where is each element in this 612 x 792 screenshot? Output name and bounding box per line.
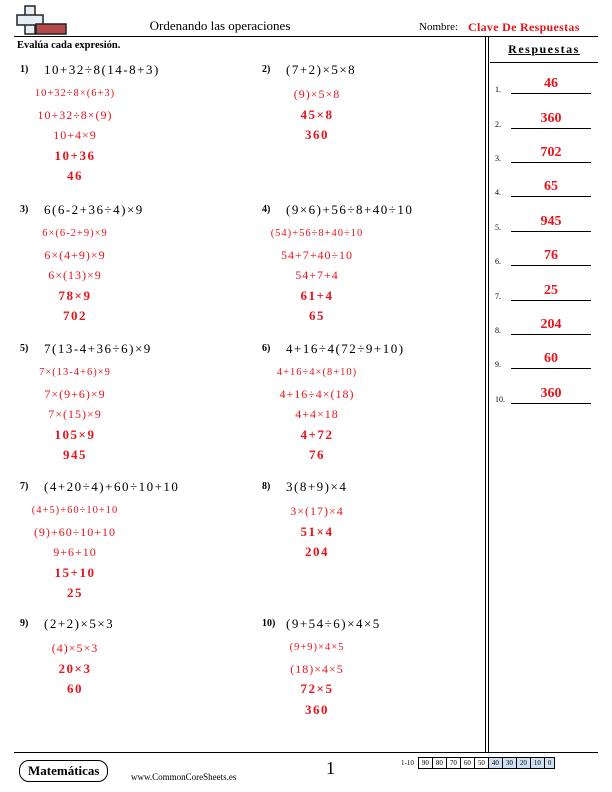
answer-number: 10. xyxy=(495,395,505,404)
instructions: Evalúa cada expresión. xyxy=(17,40,121,51)
solution-step: 3×(17)×4 xyxy=(290,504,344,518)
solution-result: 76 xyxy=(309,447,325,462)
solution-result: 46 xyxy=(67,168,83,183)
solution-step: 10+4×9 xyxy=(53,128,97,142)
solution-step: 51×4 xyxy=(300,523,334,539)
solution-step: (9)+60÷10+10 xyxy=(33,524,117,539)
solution-result: 945 xyxy=(63,447,87,462)
problem-expression: (2+2)×5×3 xyxy=(44,616,115,631)
solution-result: 60 xyxy=(67,681,83,696)
solution-step: 15+10 xyxy=(54,564,96,580)
name-label: Nombre: xyxy=(419,21,459,33)
solution-step: 9+6+10 xyxy=(53,545,97,559)
answer-value: 360 xyxy=(540,386,562,401)
solution-step: 78×9 xyxy=(58,287,92,303)
answer-value: 25 xyxy=(544,283,558,298)
problem-number: 6) xyxy=(262,343,271,354)
score-cell: 40 xyxy=(488,758,502,769)
solution-steps xyxy=(262,224,372,327)
score-cell: 50 xyxy=(474,758,488,769)
answer-value: 204 xyxy=(540,317,562,332)
solution-step: 54+7+40÷10 xyxy=(280,247,354,262)
score-cell: 60 xyxy=(460,758,474,769)
answer-row xyxy=(495,145,595,163)
solution-steps xyxy=(262,501,372,563)
solution-step: 6×(6-2+9)×9 xyxy=(42,228,108,239)
solution-steps xyxy=(20,363,130,466)
solution-step: 4+4×18 xyxy=(295,407,339,421)
answer-line xyxy=(511,265,591,266)
answer-row xyxy=(495,386,595,404)
answer-number: 6. xyxy=(495,257,501,266)
answer-number: 7. xyxy=(495,292,501,301)
solution-step: 7×(9+6)×9 xyxy=(44,386,106,401)
solution-steps xyxy=(20,638,130,700)
answer-line xyxy=(511,403,591,404)
solution-step: (9+9)×4×5 xyxy=(289,642,345,653)
answer-number: 5. xyxy=(495,223,501,232)
answers-title: Respuestas xyxy=(508,42,580,56)
solution-result: 702 xyxy=(63,308,87,323)
answer-row xyxy=(495,76,595,94)
answer-line xyxy=(511,334,591,335)
brand-badge: Matemáticas xyxy=(19,760,108,782)
score-cell: 80 xyxy=(432,758,446,769)
answer-value: 60 xyxy=(544,351,558,366)
solution-steps xyxy=(262,363,372,466)
page-number: 1 xyxy=(326,758,335,778)
solution-result: 360 xyxy=(305,701,329,717)
answer-row xyxy=(495,317,595,335)
solution-steps xyxy=(20,501,130,604)
solution-step: 10+36 xyxy=(54,147,96,163)
problem-number: 1) xyxy=(20,64,29,75)
answer-line xyxy=(511,300,591,301)
footer-divider xyxy=(14,752,598,753)
score-table xyxy=(398,757,555,769)
problem-number: 9) xyxy=(20,618,29,629)
problem-expression: 10+32÷8(14-8+3) xyxy=(44,62,160,77)
problem-number: 5) xyxy=(20,343,29,354)
problem-number: 3) xyxy=(20,204,29,215)
answer-line xyxy=(511,93,591,94)
solution-step: 54+7+4 xyxy=(295,268,339,282)
answer-value: 945 xyxy=(540,214,562,229)
answer-row xyxy=(495,179,595,197)
solution-step: 4+72 xyxy=(300,426,334,442)
answer-value: 702 xyxy=(540,145,562,160)
solution-step: 105×9 xyxy=(54,426,96,442)
answers-divider xyxy=(490,62,598,63)
problem-number: 4) xyxy=(262,204,271,215)
solution-step: (4)×5×3 xyxy=(51,641,99,655)
solution-step: 7×(15)×9 xyxy=(48,407,102,421)
answer-line xyxy=(511,196,591,197)
answer-row xyxy=(495,248,595,266)
solution-steps xyxy=(20,224,130,327)
answer-number: 4. xyxy=(495,188,501,197)
answer-line xyxy=(511,231,591,232)
solution-step: 61+4 xyxy=(300,287,334,303)
score-cell: 10 xyxy=(530,758,544,769)
score-cell: 0 xyxy=(544,758,555,769)
solution-result: 204 xyxy=(305,544,329,559)
solution-step: 7×(13-4+6)×9 xyxy=(39,367,111,378)
problem-expression: 6(6-2+36÷4)×9 xyxy=(44,202,144,217)
solution-step: (4+5)+60÷10+10 xyxy=(31,505,119,516)
problem-expression: 4+16÷4(72÷9+10) xyxy=(286,341,405,356)
answer-value: 46 xyxy=(544,76,558,91)
solution-step: 10+32÷8×(9) xyxy=(37,107,113,122)
column-divider xyxy=(485,37,486,752)
solution-step: 4+16÷4×(8+10) xyxy=(276,367,358,378)
solution-step: 20×3 xyxy=(58,660,92,676)
answer-line xyxy=(511,162,591,163)
solution-result: 360 xyxy=(305,127,329,142)
answer-number: 2. xyxy=(495,120,501,129)
solution-step: 6×(4+9)×9 xyxy=(44,247,106,262)
problem-number: 10) xyxy=(262,618,276,629)
problem-expression: (4+20÷4)+60÷10+10 xyxy=(44,479,180,494)
solution-result: 65 xyxy=(309,308,325,323)
answer-line xyxy=(511,368,591,369)
solution-step: 6×(13)×9 xyxy=(48,268,102,282)
answer-value: 65 xyxy=(544,179,558,194)
answer-row xyxy=(495,351,595,369)
answer-number: 8. xyxy=(495,326,501,335)
solution-step: 10+32÷8×(6+3) xyxy=(34,88,116,99)
solution-step: 4+16÷4×(18) xyxy=(279,386,355,401)
solution-steps xyxy=(20,84,130,187)
score-cell: 70 xyxy=(446,758,460,769)
score-cell: 30 xyxy=(502,758,516,769)
answer-number: 3. xyxy=(495,154,501,163)
site-url: www.CommonCoreSheets.es xyxy=(131,772,237,782)
answer-value: 76 xyxy=(544,248,558,263)
problem-number: 8) xyxy=(262,481,271,492)
answer-number: 9. xyxy=(495,360,501,369)
name-value: Clave De Respuestas xyxy=(468,20,580,34)
solution-steps xyxy=(262,84,372,146)
problem-expression: 3(8+9)×4 xyxy=(286,479,348,494)
problem-number: 2) xyxy=(262,64,271,75)
header-divider xyxy=(14,36,598,37)
solution-step: (9)×5×8 xyxy=(293,87,341,101)
solution-step: (18)×4×5 xyxy=(290,661,344,676)
solution-step: 72×5 xyxy=(300,681,334,696)
problem-number: 7) xyxy=(20,481,29,492)
problem-expression: (7+2)×5×8 xyxy=(286,62,357,77)
problem-expression: (9×6)+56÷8+40÷10 xyxy=(286,202,414,217)
score-cell: 90 xyxy=(418,758,432,769)
answer-row xyxy=(495,214,595,232)
problem-expression: (9+54÷6)×4×5 xyxy=(286,616,381,631)
score-label: 1-10 xyxy=(401,759,414,767)
solution-step: (54)+56÷8+40÷10 xyxy=(270,228,364,239)
solution-result: 25 xyxy=(67,585,83,600)
answer-row xyxy=(495,283,595,301)
solution-step: 45×8 xyxy=(300,106,334,122)
solution-steps xyxy=(262,638,372,720)
problem-expression: 7(13-4+36÷6)×9 xyxy=(44,341,152,356)
page-title: Ordenando las operaciones xyxy=(149,18,291,33)
column-divider xyxy=(488,37,489,752)
answer-row xyxy=(495,111,595,129)
answer-line xyxy=(511,128,591,129)
answer-number: 1. xyxy=(495,85,501,94)
score-cell: 20 xyxy=(516,758,530,769)
answer-value: 360 xyxy=(540,111,562,126)
